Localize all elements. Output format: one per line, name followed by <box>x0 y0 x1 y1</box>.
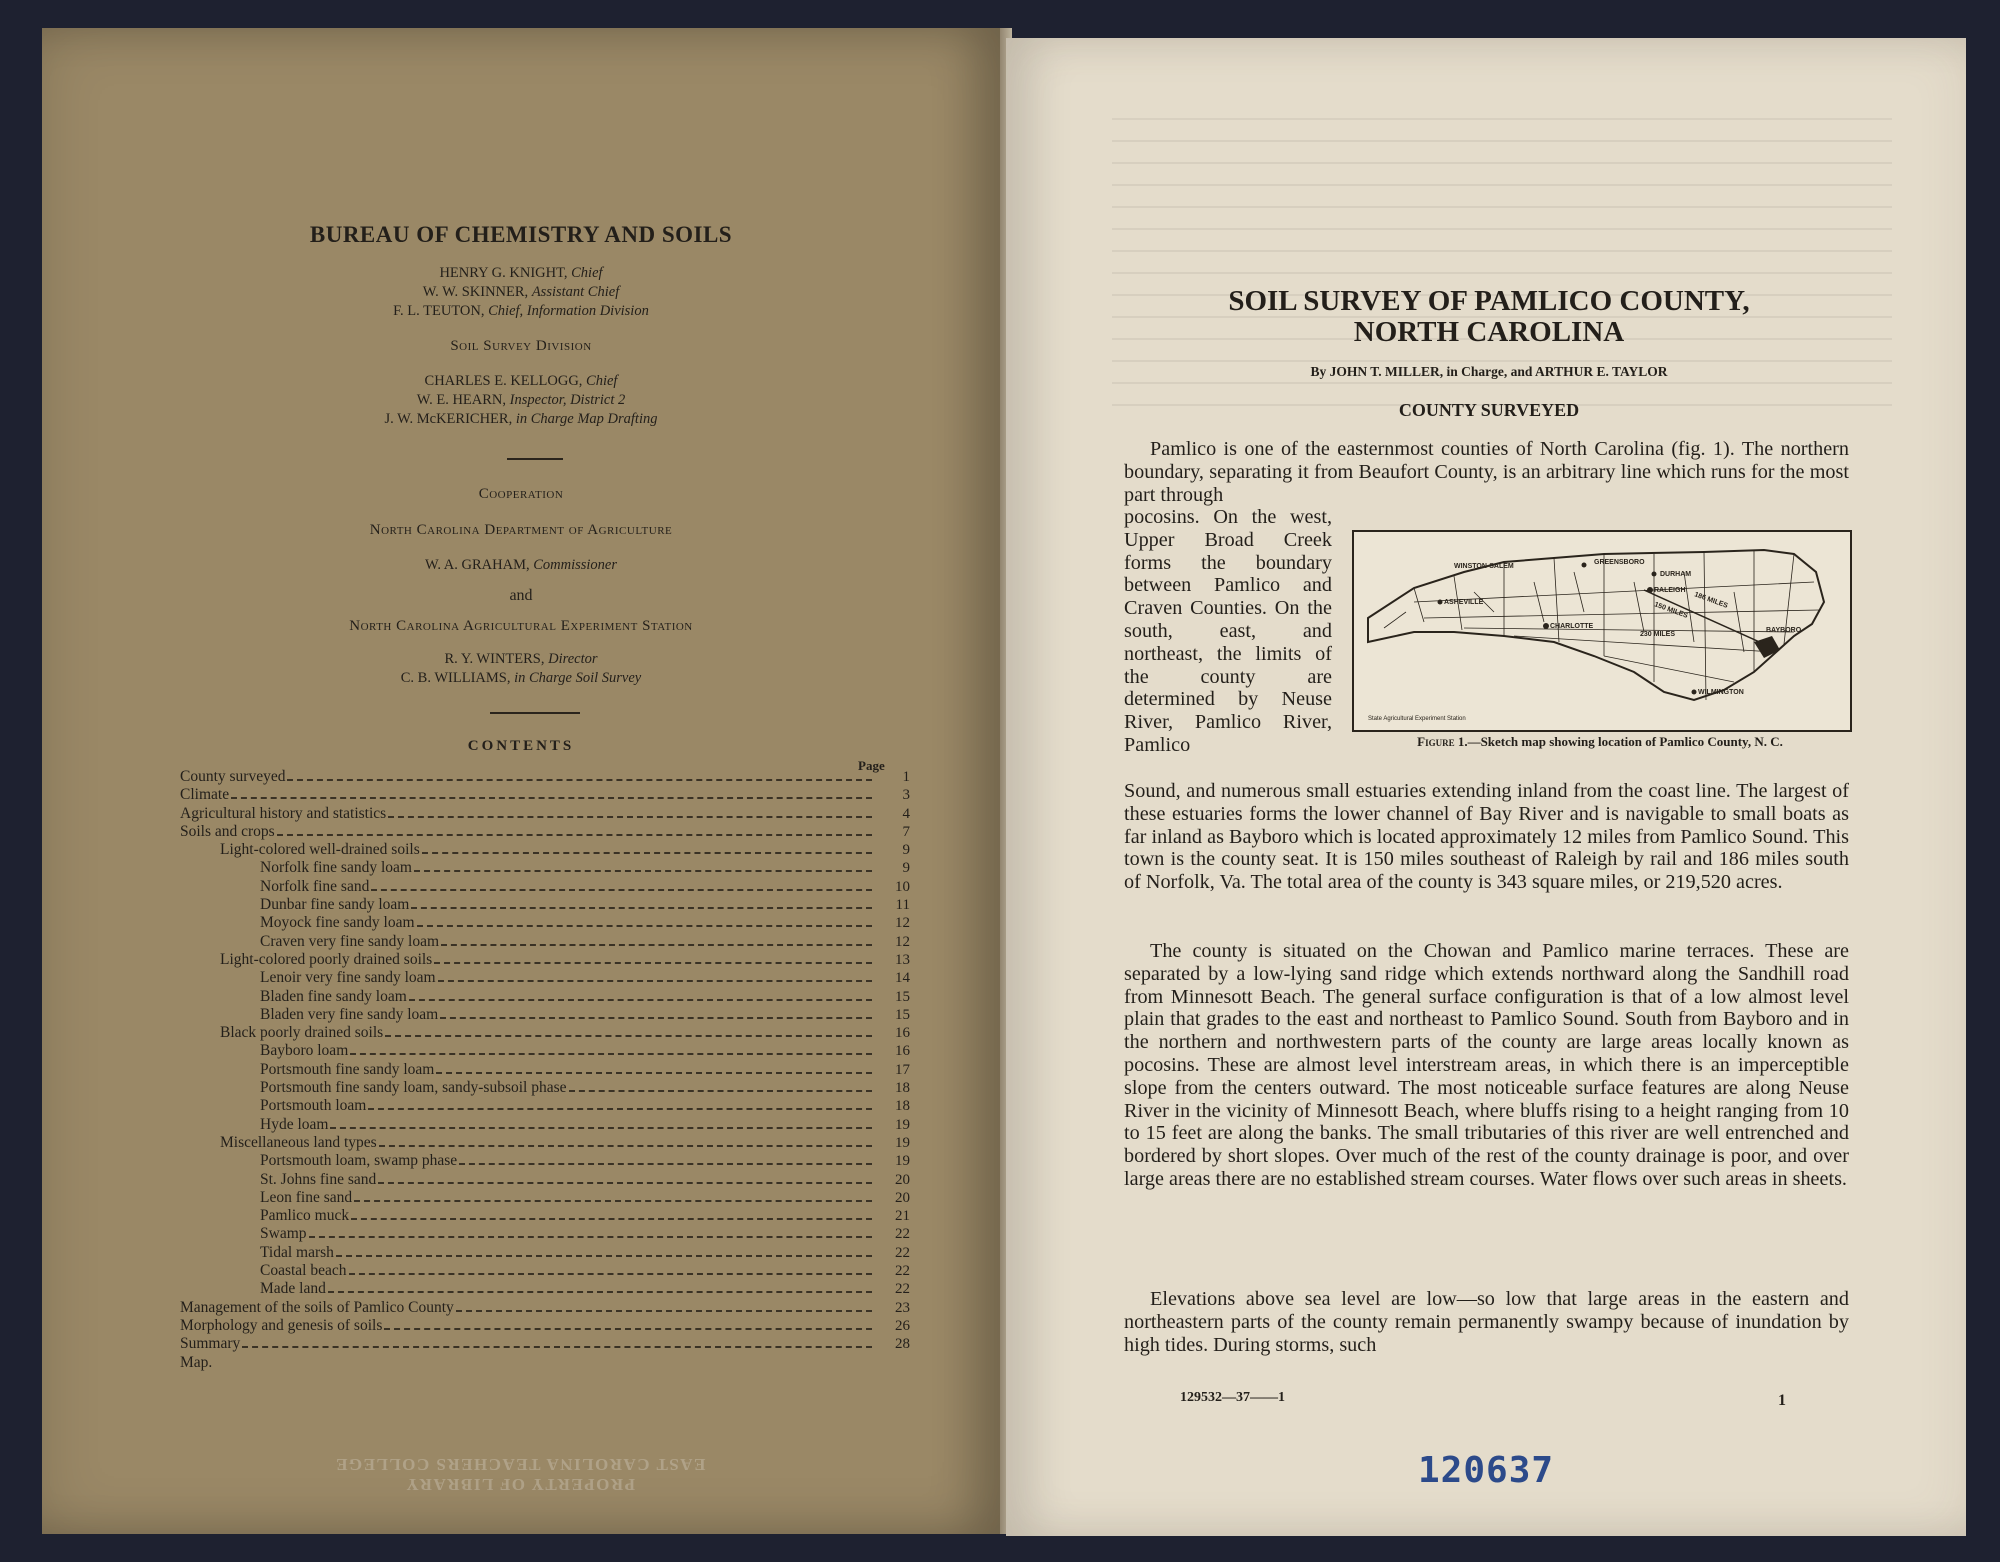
toc-page-number: 16 <box>895 1043 910 1060</box>
toc-page-number: 22 <box>895 1263 910 1280</box>
toc-entry <box>180 1189 910 1207</box>
toc-leader <box>371 889 872 891</box>
city-label: ASHEVILLE <box>1444 599 1484 606</box>
toc-page-number: 18 <box>895 1080 910 1097</box>
paragraph: The county is situated on the Chowan and Pamlico marine terraces. These are separated by a low-lying sand ridge which extends northward along the Sandhill road from Minnesott Beach. The general surface configuration is that of a low almost level plain that grades to the east and northeast to Pamlico Sound. South from Bayboro and in the northern and northwestern parts of the county are large areas locally known as pocosins. These are almost level interstream areas, in which there is an imperceptible slope from the centers outward. The most noticeable surface features are along Neuse River in the vicinity of Minnesott Beach, where bluffs rising to a height ranging from 10 to 15 feet are along the banks. The small tributaries of this river are well entrenched and bordered by short slopes. Over much of the rest of the county drainage is poor, and over large areas there are no established stream courses. Water flows over such areas in sheets. <box>1124 940 1849 1190</box>
toc-leader <box>422 852 872 854</box>
toc-page-number: 19 <box>895 1134 910 1151</box>
officer-line: HENRY G. KNIGHT, Chief <box>439 265 603 281</box>
toc-entry <box>180 914 910 932</box>
toc-page-number: 4 <box>902 805 910 822</box>
toc-leader <box>385 1035 872 1037</box>
toc-leader <box>368 1108 872 1110</box>
toc-page-number: 19 <box>895 1116 910 1133</box>
toc-leader <box>231 797 872 799</box>
toc-page-number: 10 <box>895 878 910 895</box>
toc-label: Norfolk fine sand <box>260 877 370 895</box>
toc-page-number: 11 <box>895 897 910 914</box>
toc-page-number: 23 <box>895 1299 910 1316</box>
toc-page-number: 9 <box>902 842 910 859</box>
division-staff-line: CHARLES E. KELLOGG, Chief <box>424 373 618 389</box>
division-staff-line: W. E. HEARN, Inspector, District 2 <box>416 392 626 408</box>
toc-entry <box>180 841 910 859</box>
toc-label: Black poorly drained soils <box>220 1024 384 1042</box>
city-label: WILMINGTON <box>1698 689 1744 696</box>
toc-leader <box>409 999 872 1001</box>
toc-leader <box>411 907 872 909</box>
toc-entry <box>180 768 910 786</box>
pamlico-county <box>1754 636 1780 658</box>
toc-page-number: 9 <box>902 860 910 877</box>
station-staff-line: C. B. WILLIAMS, in Charge Soil Survey <box>400 670 642 686</box>
toc-label: Craven very fine sandy loam <box>260 932 440 950</box>
toc-page-number: 19 <box>895 1153 910 1170</box>
toc-leader <box>417 925 872 927</box>
station-staff-line: R. Y. WINTERS, Director <box>444 651 598 667</box>
toc-entry <box>180 1299 910 1317</box>
cooperation-heading: Cooperation <box>478 486 564 502</box>
toc-label: Bladen very fine sandy loam <box>260 1005 439 1023</box>
toc-leader <box>336 1255 872 1257</box>
toc-leader <box>350 1053 872 1055</box>
toc-entry <box>180 1116 910 1134</box>
toc-page-number: 20 <box>895 1171 910 1188</box>
toc-entry <box>180 823 910 841</box>
toc-entry <box>180 988 910 1006</box>
toc-leader <box>287 779 872 781</box>
toc-entry <box>180 1079 910 1097</box>
toc-entry <box>180 1207 910 1225</box>
toc-entry <box>180 896 910 914</box>
toc-entry <box>180 1244 910 1262</box>
toc-entry <box>180 1134 910 1152</box>
toc-leader <box>438 980 872 982</box>
toc-label: Bladen fine sandy loam <box>260 987 407 1005</box>
toc-label: Tidal marsh <box>260 1243 334 1261</box>
nc-map-svg <box>1354 532 1850 730</box>
toc-page-number: 22 <box>895 1244 910 1261</box>
accession-stamp: 120637 <box>1418 1450 1555 1491</box>
toc-leader <box>436 1072 872 1074</box>
library-stamp: PROPERTY OF LIBRARY EAST CAROLINA TEACHERS COLLEGE <box>334 1455 706 1494</box>
toc-label: Map. <box>180 1353 213 1371</box>
section-heading: COUNTY SURVEYED <box>1398 400 1580 420</box>
toc-leader <box>354 1200 872 1202</box>
toc-leader <box>569 1090 872 1092</box>
toc-entry <box>180 1262 910 1280</box>
toc-label: Coastal beach <box>260 1262 347 1280</box>
toc-label: Hyde loam <box>260 1115 329 1133</box>
toc-entry <box>180 1354 910 1372</box>
county-lines <box>1384 550 1819 700</box>
toc-leader <box>414 870 872 872</box>
toc-page-number: 3 <box>902 787 910 804</box>
division-heading: Soil Survey Division <box>450 338 592 354</box>
toc-page-number: 28 <box>895 1336 910 1353</box>
toc-entry <box>180 786 910 804</box>
toc-leader <box>328 1291 872 1293</box>
toc-page-number: 12 <box>895 933 910 950</box>
toc-leader <box>379 1145 872 1147</box>
figure-caption: Figure 1.—Sketch map showing location of Pamlico County, N. C. <box>1417 734 1783 749</box>
city-label: BAYBORO <box>1766 627 1802 634</box>
toc-label: Swamp <box>260 1225 307 1243</box>
toc-label: Portsmouth loam, swamp phase <box>260 1152 458 1170</box>
toc-label: County surveyed <box>180 768 286 785</box>
toc-label: Moyock fine sandy loam <box>260 914 415 932</box>
toc-entry <box>180 878 910 896</box>
toc-entry <box>180 1006 910 1024</box>
city-label: RALEIGH <box>1654 587 1686 594</box>
distance-label: 186 MILES <box>1693 591 1729 610</box>
toc-label: Soils and crops <box>180 822 275 840</box>
toc-leader <box>440 1017 872 1019</box>
toc-page-number: 20 <box>895 1189 910 1206</box>
paragraph-wrap: pocosins. On the west, Upper Broad Creek forms the boundary between Pamlico and Craven Counties. On the south, east, and northeast, the limits of the county are determined by Neuse River, Pamlico River, Pamlico <box>1124 506 1332 756</box>
table-of-contents <box>180 768 910 1372</box>
toc-entry <box>180 1024 910 1042</box>
officer-line: W. W. SKINNER, Assistant Chief <box>422 284 620 300</box>
toc-entry <box>180 805 910 823</box>
divider <box>507 458 563 460</box>
toc-label: Portsmouth loam <box>260 1097 367 1115</box>
toc-page-number: 21 <box>895 1208 910 1225</box>
print-code: 129532—37——1 <box>1180 1390 1285 1405</box>
toc-leader <box>384 1328 872 1330</box>
toc-label: Portsmouth fine sandy loam, sandy-subsoil phase <box>260 1079 567 1097</box>
toc-leader <box>242 1346 872 1348</box>
toc-page-number: 1 <box>902 769 910 785</box>
toc-label: Portsmouth fine sandy loam <box>260 1060 435 1078</box>
toc-entry <box>180 1335 910 1353</box>
figure-1-map <box>1352 530 1852 732</box>
page-column-heading: Page <box>858 758 885 773</box>
byline: By JOHN T. MILLER, in Charge, and ARTHUR E. TAYLOR <box>1310 364 1668 379</box>
toc-entry <box>180 1097 910 1115</box>
page-number: 1 <box>1778 1392 1786 1409</box>
toc-leader <box>378 1182 872 1184</box>
toc-entry <box>180 1171 910 1189</box>
toc-label: Light-colored well-drained soils <box>220 841 420 859</box>
toc-label: Lenoir very fine sandy loam <box>260 969 436 987</box>
toc-leader <box>349 1273 872 1275</box>
officer-line: F. L. TEUTON, Chief, Information Division <box>393 303 649 319</box>
toc-label: Made land <box>260 1280 326 1298</box>
state-outline <box>1368 550 1824 700</box>
toc-label: Summary <box>180 1335 241 1353</box>
toc-leader <box>277 834 872 836</box>
toc-leader <box>351 1218 872 1220</box>
toc-label: Pamlico muck <box>260 1207 350 1225</box>
toc-label: Dunbar fine sandy loam <box>260 896 410 914</box>
toc-page-number: 22 <box>895 1226 910 1243</box>
distance-label: 230 MILES <box>1640 631 1676 638</box>
toc-label: Morphology and genesis of soils <box>180 1316 383 1334</box>
toc-label: Agricultural history and statistics <box>180 804 387 822</box>
toc-entry <box>180 1061 910 1079</box>
toc-leader <box>441 944 872 946</box>
toc-label: Management of the soils of Pamlico County <box>180 1298 454 1316</box>
toc-page-number: 7 <box>902 823 910 840</box>
map-legend: State Agricultural Experiment Station <box>1368 716 1466 722</box>
toc-page-number: 13 <box>895 951 910 968</box>
city-label: GREENSBORO <box>1594 559 1645 566</box>
toc-entry <box>180 1317 910 1335</box>
toc-label: St. Johns fine sand <box>260 1170 377 1188</box>
toc-page-number: 18 <box>895 1098 910 1115</box>
bureau-heading: BUREAU OF CHEMISTRY AND SOILS <box>309 222 733 247</box>
paragraph: Pamlico is one of the easternmost counties of North Carolina (fig. 1). The northern boundary, separating it from Beaufort County, is an arbitrary line which runs for the most part through <box>1124 438 1849 506</box>
toc-leader <box>388 816 872 818</box>
station-heading: North Carolina Agricultural Experiment Station <box>349 618 693 634</box>
toc-page-number: 22 <box>895 1281 910 1298</box>
toc-entry <box>180 1042 910 1060</box>
toc-leader <box>330 1127 872 1129</box>
document-title: SOIL SURVEY OF PAMLICO COUNTY, NORTH CAROLINA <box>1228 285 1750 348</box>
toc-entry <box>180 933 910 951</box>
toc-page-number: 15 <box>895 988 910 1005</box>
toc-leader <box>309 1236 873 1238</box>
toc-entry <box>180 951 910 969</box>
toc-label: Climate <box>180 786 230 804</box>
toc-leader <box>459 1163 872 1165</box>
city-label: WINSTON-SALEM <box>1454 563 1514 570</box>
contents-heading: CONTENTS <box>467 738 575 754</box>
division-staff-line: J. W. McKERICHER, in Charge Map Drafting <box>384 411 658 427</box>
toc-label: Bayboro loam <box>260 1042 349 1060</box>
toc-page-number: 16 <box>895 1025 910 1042</box>
paragraph: Sound, and numerous small estuaries extending inland from the coast line. The largest of these estuaries forms the lower channel of Bay River and is navigable to small boats as far inland as Bayboro which is located approximately 12 miles from Pamlico Sound. This town is the county seat. It is 150 miles southeast of Raleigh by rail and 186 miles south of Norfolk, Va. The total area of the county is 343 square miles, or 219,520 acres. <box>1124 780 1849 894</box>
toc-entry <box>180 1152 910 1170</box>
toc-label: Leon fine sand <box>260 1188 353 1206</box>
toc-page-number: 26 <box>895 1317 910 1334</box>
city-label: CHARLOTTE <box>1550 623 1594 630</box>
toc-entry <box>180 859 910 877</box>
toc-label: Norfolk fine sandy loam <box>260 859 412 877</box>
toc-label: Light-colored poorly drained soils <box>220 950 433 968</box>
paragraph: Elevations above sea level are low—so low that large areas in the eastern and northeastern parts of the county remain permanently swampy because of inundation by high tides. During storms, such <box>1124 1288 1849 1356</box>
toc-page-number: 15 <box>895 1006 910 1023</box>
distance-label: 150 MILES <box>1653 601 1689 620</box>
commissioner-line: W. A. GRAHAM, Commissioner <box>424 557 618 573</box>
toc-entry <box>180 1225 910 1243</box>
toc-page-number: 17 <box>895 1061 910 1078</box>
department-heading: North Carolina Department of Agriculture <box>369 522 673 538</box>
divider <box>490 712 580 714</box>
toc-page-number: 12 <box>895 915 910 932</box>
city-label: DURHAM <box>1660 571 1692 578</box>
toc-label: Miscellaneous land types <box>220 1133 377 1151</box>
toc-page-number: 14 <box>895 970 910 987</box>
toc-entry <box>180 969 910 987</box>
toc-entry <box>180 1280 910 1298</box>
and-connector: and <box>509 587 533 604</box>
toc-leader <box>434 962 872 964</box>
toc-leader <box>456 1310 872 1312</box>
